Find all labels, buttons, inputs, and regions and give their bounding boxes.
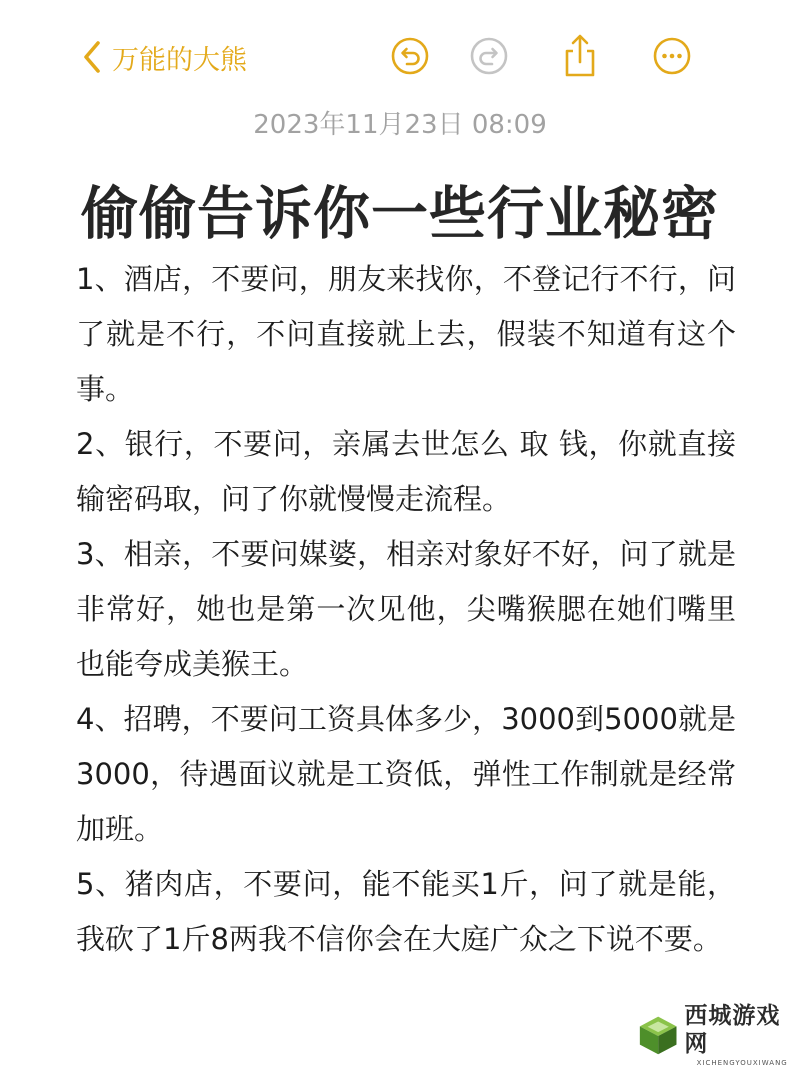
back-button[interactable] [82, 34, 247, 80]
paragraph-1: 1、酒店，不要问，朋友来找你，不登记行不行，问了就是不行，不问直接就上去，假装不知道有这个事。 [76, 262, 736, 406]
back-label: 万能的大熊 [112, 44, 247, 76]
redo-button[interactable] [469, 36, 509, 76]
share-icon [560, 32, 600, 78]
note-toolbar [0, 0, 800, 116]
paragraph-2: 2、银行，不要问，亲属去世怎么 取 钱，你就直接输密码取，问了你就慢慢走流程。 [76, 427, 736, 516]
watermark [636, 1000, 800, 1069]
paragraph-5: 5、猪肉店，不要问，能不能买1斤，问了就是能，我砍了1斤8两我不信你会在大庭广众之下说不要。 [76, 867, 736, 956]
watermark-name: 西城游戏网 [684, 1002, 781, 1057]
undo-button[interactable] [390, 36, 430, 76]
note-body[interactable] [76, 252, 736, 967]
cube-logo-icon [636, 1012, 680, 1058]
watermark-subtitle: XICHENGYOUXIWANG [696, 1058, 788, 1067]
note-date: 2023年11月23日 08:09 [253, 110, 547, 140]
undo-icon [390, 36, 430, 76]
paragraph-3: 3、相亲，不要问媒婆，相亲对象好不好，问了就是非常好，她也是第一次见他，尖嘴猴腮在她们嘴里也能夸成美猴王。 [76, 537, 736, 681]
share-button[interactable] [560, 32, 600, 72]
more-icon [652, 36, 692, 76]
more-button[interactable] [652, 36, 692, 76]
chevron-left-icon [82, 40, 102, 74]
redo-icon [469, 36, 509, 76]
paragraph-4: 4、招聘，不要问工资具体多少，3000到5000就是3000，待遇面议就是工资低，弹性工作制就是经常加班。 [76, 702, 736, 846]
note-title[interactable]: 偷偷告诉你一些行业秘密 [81, 181, 719, 247]
